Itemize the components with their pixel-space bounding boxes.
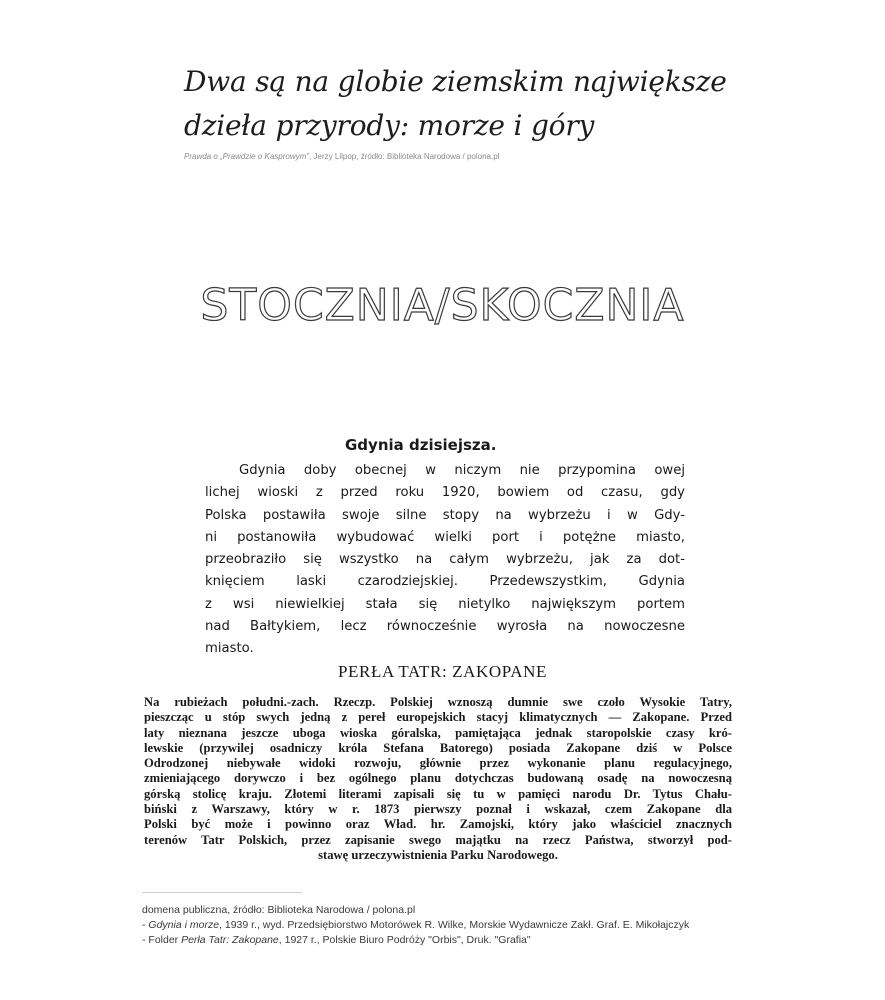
page-title-line-1: Dwa są na globie ziemskim największe (184, 65, 727, 98)
gdynia-scan-text (205, 460, 685, 661)
zakopane-line: biński z Warszawy, który w r. 1873 pierwszy poznał i wskazał, czem Zakopane dla (144, 802, 732, 817)
page-title-line-2: dzieła przyrody: morze i góry (184, 109, 595, 142)
footnote-divider (142, 892, 302, 893)
zakopane-line: Odrodzonej niebywałe widoki rozwoju, głównie przez wykonanie planu regulacyjnego, (144, 756, 732, 771)
zakopane-scan-text (144, 695, 732, 863)
gdynia-line: knięciem laski czarodziejskiej. Przedewszystkim, Gdynia (205, 574, 685, 590)
credit-source: , Jerzy Lilpop, źródło: Biblioteka Narodowa / polona.pl (309, 152, 500, 161)
zakopane-line: lewskie (przywilej osadniczy króla Stefana Batorego) posiada Zakopane dziś w Polsce (144, 740, 732, 755)
gdynia-line: Polska postawiła swoje silne stopy na wybrzeżu i w Gdy- (205, 507, 685, 523)
zakopane-line: laty nieznana jeszcze uboga wioska góralska, pamiętająca jednak staropolskie czasy kró- (144, 725, 732, 740)
footnote-zakopane: - Folder Perła Tatr: Zakopane, 1927 r., Polskie Biuro Podróży "Orbis", Druk. "Grafia" (142, 934, 531, 946)
gdynia-scan-title: Gdynia dzisiejsza. (345, 436, 497, 454)
footnotes (142, 903, 862, 948)
credit-work-title: Prawda o „Prawdzie o Kasprowym" (184, 152, 310, 161)
page-title (184, 60, 824, 148)
section-heading: STOCZNIA/SKOCZNIA (200, 280, 685, 331)
gdynia-line: z wsi niewielkiej stała się nietylko największym portem (205, 596, 685, 612)
footnote-source: domena publiczna, źródło: Biblioteka Narodowa / polona.pl (142, 904, 416, 916)
gdynia-line: ni postanowiła wybudować wielki port i potężne miasto, (205, 529, 685, 545)
zakopane-line: Na rubieżach południ.-zach. Rzeczp. Polskiej wznoszą dumnie swe czoło Wysokie Tatry, (144, 695, 732, 709)
gdynia-line: lichej wioski z przed roku 1920, bowiem od czasu, gdy (205, 485, 685, 501)
footnote-zakopane-title: Perła Tatr: Zakopane (181, 934, 279, 946)
gdynia-line: miasto. (205, 641, 254, 657)
zakopane-line: pieszcząc u stóp swych jedną z pereł europejskich stacyj klimatycznych — Zakopane. Przed (144, 710, 732, 725)
footnote-gdynia-title: Gdynia i morze (148, 919, 220, 931)
footnote-gdynia: - Gdynia i morze, 1939 r., wyd. Przedsiębiorstwo Motorówek R. Wilke, Morskie Wydawnicze Zakł. Graf. E. Mikołajczyk (142, 919, 690, 931)
zakopane-line: górską stolicę kraju. Złotemi literami zapisali się tu w pamięci narodu Dr. Tytus Chału- (144, 786, 732, 801)
image-credit (184, 152, 824, 161)
gdynia-line: Gdynia doby obecnej w niczym nie przypomina owej (239, 463, 685, 478)
zakopane-line: Polski być może i powinno oraz Wład. hr. Zamojski, który jako właściciel znacznych (144, 817, 732, 832)
zakopane-line: zmieniającego dorywczo i bez ogólnego planu dotychczas budowaną osadę na nowoczesną (144, 771, 732, 786)
zakopane-scan-title: PERŁA TATR: ZAKOPANE (337, 662, 547, 681)
zakopane-line: stawę urzeczywistnienia Parku Narodowego. (318, 847, 558, 862)
gdynia-line: przeobraziło się wszystko na całym wybrzeżu, jak za dot- (205, 552, 685, 568)
gdynia-line: nad Bałtykiem, lecz równocześnie wyrosła na nowoczesne (205, 619, 685, 635)
zakopane-line: terenów Tatr Polskich, przez zapisanie swego majątku na rzecz Państwa, stworzył pod- (144, 832, 732, 847)
